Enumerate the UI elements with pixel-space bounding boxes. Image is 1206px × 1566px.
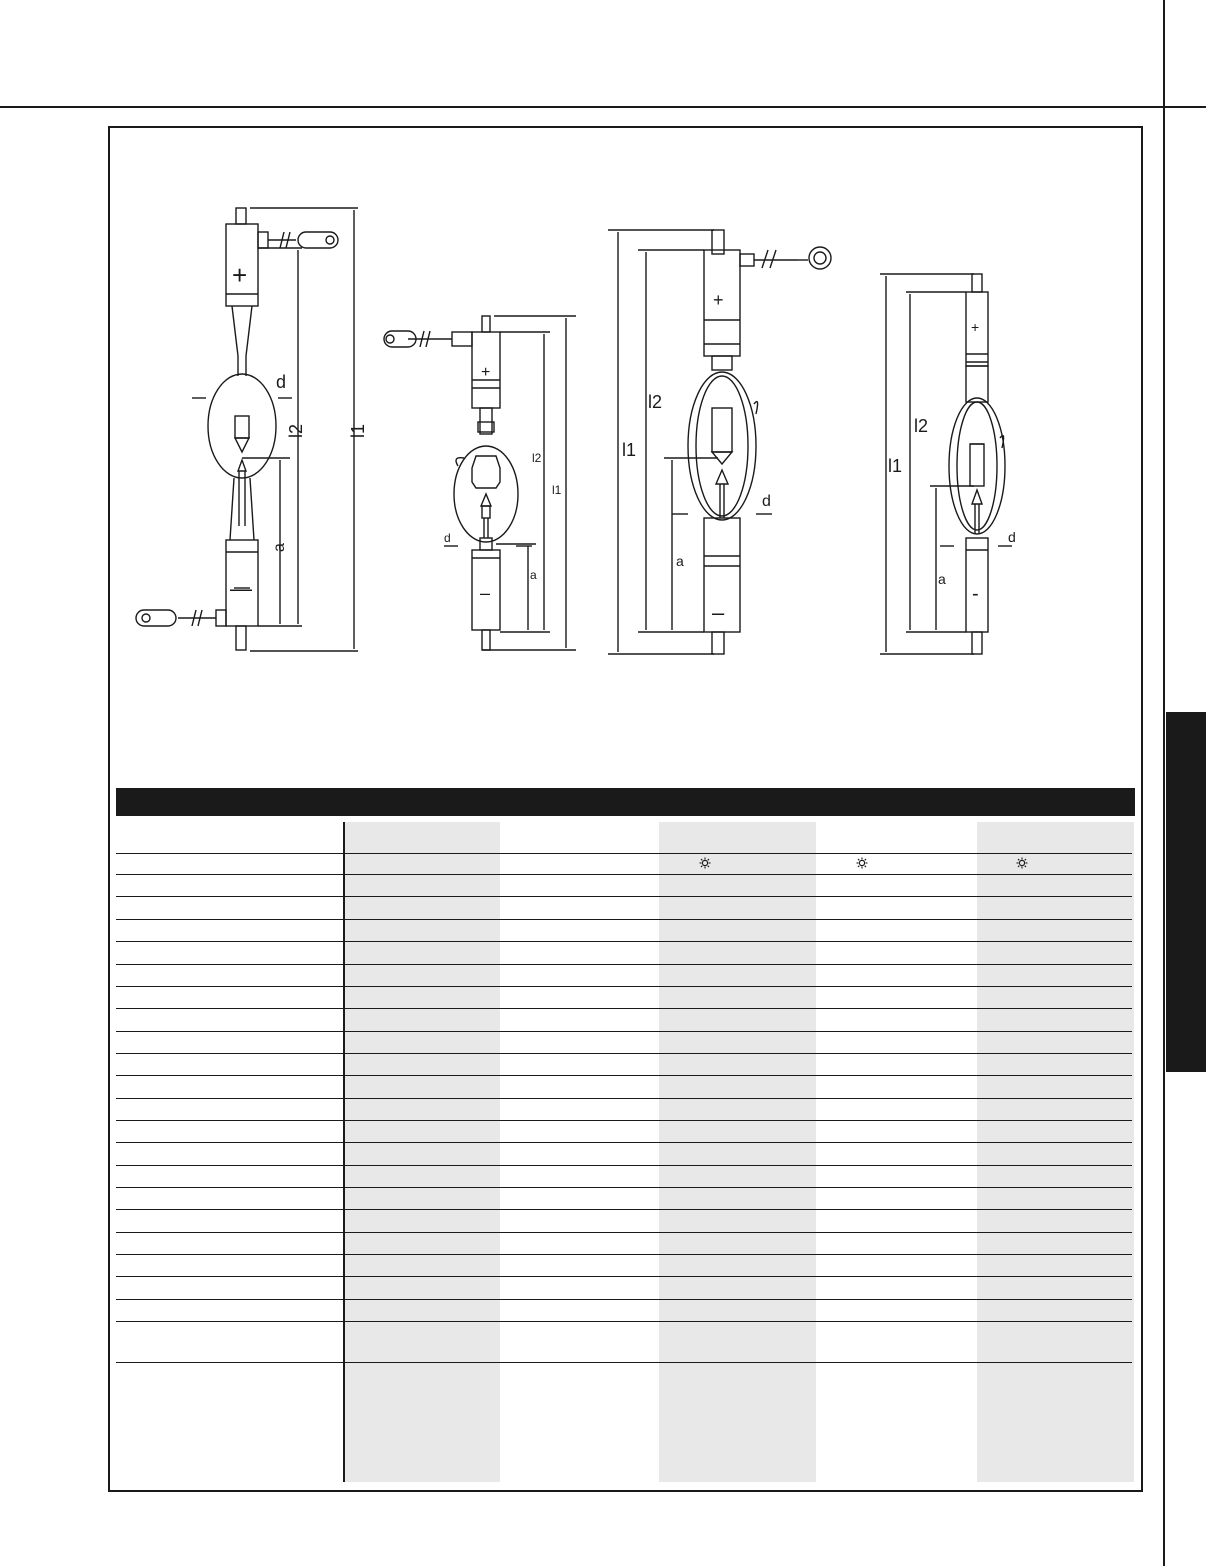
table-row: [116, 1321, 1132, 1322]
minus-label-2: –: [480, 583, 491, 603]
l1-label-4: l1: [888, 456, 903, 476]
top-rule: [0, 106, 1206, 108]
plus-label-3: +: [713, 290, 724, 310]
l1-label-2: l1: [552, 483, 562, 497]
l2-label-4: l2: [914, 416, 929, 436]
table-row: [116, 1232, 1132, 1233]
plus-label-2: +: [481, 364, 491, 381]
table-row: [116, 1031, 1132, 1032]
l2-label-1: l2: [286, 423, 306, 438]
table-row: [116, 964, 1132, 965]
shaded-column-1: [345, 822, 500, 1482]
table-row: [116, 986, 1132, 987]
sun-icon: [699, 857, 711, 869]
l2-label-3: l2: [648, 392, 663, 412]
minus-label-3: –: [712, 600, 725, 625]
d-label-1: d: [276, 372, 287, 392]
plus-label-4: +: [971, 319, 980, 335]
d-label-3: d: [762, 493, 771, 510]
section-tab[interactable]: [1166, 712, 1206, 1072]
table-row: [116, 1165, 1132, 1166]
table-row: [116, 1187, 1132, 1188]
l1-label-3: l1: [622, 440, 637, 460]
shaded-column-5: [977, 822, 1134, 1482]
sun-icon: [856, 857, 868, 869]
l2-label-2: l2: [532, 451, 542, 465]
minus-label-4: -: [972, 583, 979, 605]
a-label-2: a: [530, 568, 537, 582]
table-row: [116, 941, 1132, 942]
right-rule: [1163, 0, 1165, 1566]
sun-icon: [1016, 857, 1028, 869]
a-label-3: a: [676, 553, 684, 569]
table-row: [116, 896, 1132, 897]
table-row: [116, 874, 1132, 875]
a-label-1: a: [271, 543, 288, 552]
table-row: [116, 1299, 1132, 1300]
l1-label-1: l1: [348, 423, 368, 438]
table-row: [116, 919, 1132, 920]
table-row: [116, 1008, 1132, 1009]
shaded-column-3: [659, 822, 816, 1482]
spec-table: [116, 822, 1135, 1482]
table-row: [116, 1276, 1132, 1277]
plus-label-1: +: [232, 260, 248, 290]
table-row: [116, 1209, 1132, 1210]
table-row: [116, 1142, 1132, 1143]
label-column-divider: [343, 822, 345, 1482]
table-row: [116, 1362, 1132, 1363]
d-label-4: d: [1008, 529, 1016, 545]
table-row: [116, 1098, 1132, 1099]
a-label-4: a: [938, 571, 946, 587]
table-row: [116, 1075, 1132, 1076]
table-row: [116, 1254, 1132, 1255]
table-header-band: [116, 788, 1135, 816]
minus-label-1: —: [230, 576, 252, 601]
d-label-2: d: [444, 531, 451, 545]
lamp-drawings: [108, 126, 1143, 686]
table-row: [116, 1120, 1132, 1121]
table-row: [116, 1053, 1132, 1054]
table-row: [116, 853, 1132, 854]
